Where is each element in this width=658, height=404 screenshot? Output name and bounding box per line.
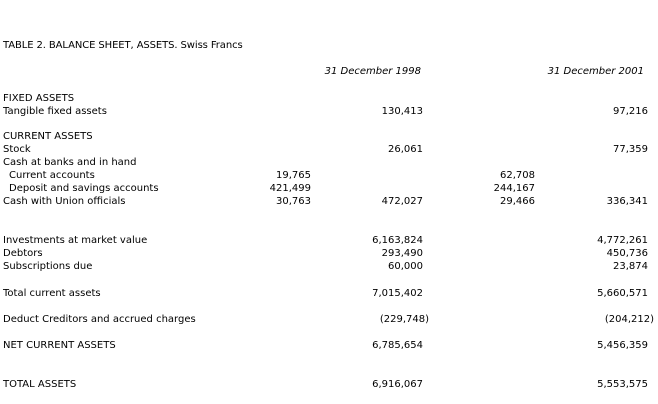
value-1998-total: 26,061 (388, 144, 423, 155)
row-label: Deduct Creditors and accrued charges (3, 314, 196, 325)
value-2001-total: 450,736 (606, 248, 648, 259)
row-label: Current accounts (9, 170, 95, 181)
value-1998-total: 60,000 (388, 261, 423, 272)
table-row (0, 234, 658, 247)
section-heading-fixed-assets (0, 92, 658, 105)
row-label: Total current assets (3, 288, 101, 299)
table-row-total-assets (0, 378, 658, 391)
column-header-2001: 31 December 2001 (547, 66, 644, 77)
row-label: NET CURRENT ASSETS (3, 340, 116, 351)
value-2001-sub: 29,466 (500, 196, 535, 207)
table-row (0, 260, 658, 273)
section-heading-current-assets (0, 130, 658, 143)
value-2001-sub: 244,167 (493, 183, 535, 194)
value-2001-total: 5,660,571 (597, 288, 648, 299)
table-row (0, 195, 658, 208)
table-title: TABLE 2. BALANCE SHEET, ASSETS. Swiss Francs (3, 40, 243, 51)
table-row (0, 156, 658, 169)
row-label: Investments at market value (3, 235, 148, 246)
value-2001-sub: 62,708 (500, 170, 535, 181)
row-label: Stock (3, 144, 31, 155)
table-row (0, 247, 658, 260)
table-row-net-current-assets (0, 339, 658, 352)
value-1998-total: 6,785,654 (372, 340, 423, 351)
value-1998-total: (229,748) (379, 314, 429, 325)
table-row (0, 182, 658, 195)
value-1998-total: 472,027 (381, 196, 423, 207)
row-label: Debtors (3, 248, 43, 259)
value-1998-total: 130,413 (381, 106, 423, 117)
value-1998-sub: 421,499 (269, 183, 311, 194)
value-2001-total: 77,359 (613, 144, 648, 155)
row-label: Cash with Union officials (3, 196, 126, 207)
value-1998-sub: 30,763 (276, 196, 311, 207)
value-2001-total: 97,216 (613, 106, 648, 117)
value-1998-total: 6,916,067 (372, 379, 423, 390)
value-2001-total: (204,212) (604, 314, 654, 325)
table-row-deduct-creditors (0, 313, 658, 326)
value-2001-total: 336,341 (606, 196, 648, 207)
row-label: TOTAL ASSETS (3, 379, 77, 390)
column-header-1998: 31 December 1998 (324, 66, 421, 77)
table-row (0, 105, 658, 118)
value-2001-total: 5,456,359 (597, 340, 648, 351)
row-label: CURRENT ASSETS (3, 131, 93, 142)
row-label: Cash at banks and in hand (3, 157, 137, 168)
row-label: Tangible fixed assets (3, 106, 107, 117)
table-row (0, 169, 658, 182)
row-label: Subscriptions due (3, 261, 93, 272)
value-1998-total: 7,015,402 (372, 288, 423, 299)
value-1998-total: 6,163,824 (372, 235, 423, 246)
row-label: FIXED ASSETS (3, 93, 75, 104)
value-2001-total: 5,553,575 (597, 379, 648, 390)
table-row (0, 143, 658, 156)
value-2001-total: 4,772,261 (597, 235, 648, 246)
value-1998-total: 293,490 (381, 248, 423, 259)
value-2001-total: 23,874 (613, 261, 648, 272)
value-1998-sub: 19,765 (276, 170, 311, 181)
row-label: Deposit and savings accounts (9, 183, 159, 194)
table-row-total-current-assets (0, 287, 658, 300)
